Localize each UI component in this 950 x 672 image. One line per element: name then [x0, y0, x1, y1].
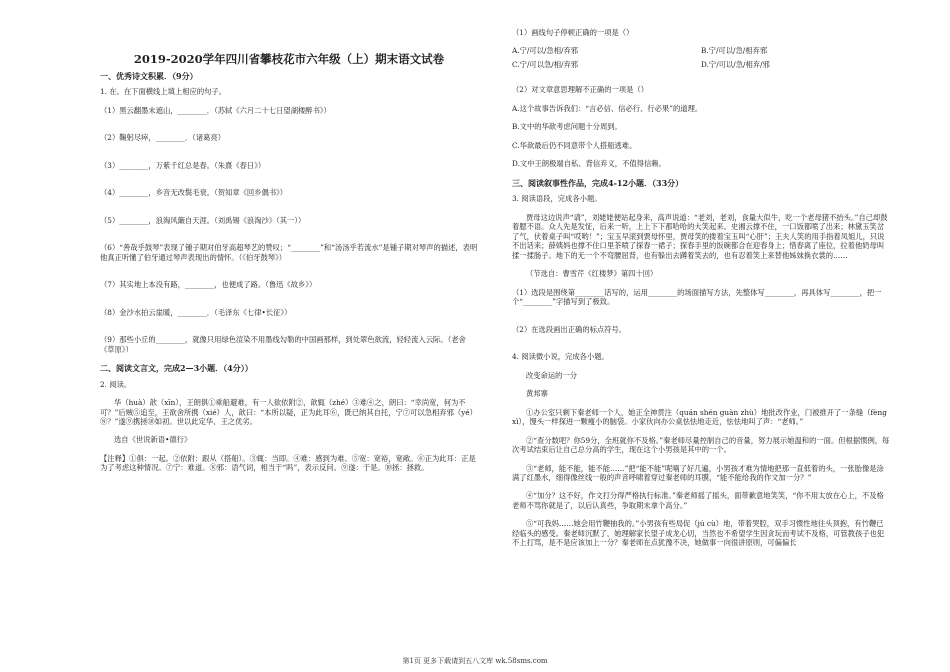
section-1-heading: 一、优秀诗文积累．（9分）	[100, 70, 198, 81]
story-paragraph: ⑤“可我妈……她会用竹鞭抽我的。”小男孩有些局促（jú cù）地，带着哭腔，双手习惯性地往头顶抱，有竹鞭已经临头的感受。秦老师沉默了，她理解家长望子成龙心切，当然也不希望学生因贪玩而考试不及格，可管教孩子也犯不上打骂，是不是应该加上一分？秦老师在点犹豫不决，她做事一向很讲原则，可偏偏长	[512, 519, 885, 548]
q3-2-prompt: （2）在选段画出正确的标点符号。	[512, 324, 627, 334]
q3-1-prompt: （1）选段是围绕第________话写的，运用________的场面描写方法，先整体写________，再具体写________，把一个“________”字描写到了极致。	[512, 287, 882, 307]
story-paragraph: ③“老师，能不能，能不能……”把“能不能”呢喃了好几遍，小男孩才难为情地把那一直低着的头，一张胎像是涂满了红墨水，细得像丝线一般的声音呼啸着穿过秦老师的耳膜，“能不能给我的作文加一分？”	[512, 463, 884, 482]
option-a: A.这个故事告诉我们：“言必信、信必行、行必果”的道理。	[512, 103, 703, 113]
q2-2-prompt: （2）对文章意思理解不正确的一项是（）	[512, 85, 648, 95]
story-paragraph: ②“查分数吧？你59分，全班就你不及格。”秦老师尽量控制自己的音量，努力展示她温和的一面。但根据惯例，每次考试结束后让自己总分高的学生，现在这个小男孩是其中的一个。	[512, 435, 890, 455]
option-c: C.华歆最后仍不同意带个人搭船逃难。	[512, 140, 637, 150]
classical-passage: 华（huà）歆（xīn），王朗俱①乘船避难，有一人欲依附②，歆辄（zhé）③难④之，朗曰：“幸尚宽，何为不可？”后贼⑤追至，王欲舍所携（xié）人，歆曰：“本所以疑，正为此耳⑥，既已纳其自托，宁⑦可以急相弃邪（yé）⑧？”遂⑨携拯⑩如初。世以此定华、王之优劣。	[100, 398, 477, 426]
option-c: C.宁/可以急/相/弃邪	[512, 59, 579, 69]
q2-1-prompt: （1）画线句子停顿正确的一项是（）	[512, 28, 634, 37]
passage-notes: 【注释】①俱：一起。②依附：跟从（搭船）。③辄：当即。④难：感到为难。⑤宽：宽裕，宽敞。⑥正为此耳：正是为了考虑这种情况。⑦宁：难道。⑧邪：语气词，相当于“吗”，表示反问。⑨遂：于是。⑩拯：拯救。	[100, 453, 476, 473]
option-b: B.宁/可以/急/相弃邪	[701, 46, 768, 56]
section-3-heading: 三、阅读叙事性作品，完成4-12小题．（33分）	[512, 177, 684, 188]
q1-item: （3）________，万紫千红总是春。（朱熹《春日》）	[100, 160, 266, 170]
story-author: 黄邦寨	[526, 389, 548, 399]
question-2-prompt: 2. 阅读。	[100, 379, 132, 389]
reading-passage: 贾母这边说声“请”，刘姥姥便站起身来，高声说道：“老刘，老刘，食量大似牛，吃一个老母猪不抬头。”自己却鼓着腮不语。众人先是发怔，后来一听，上上下下都哈哈的大笑起来。史湘云撑不住，一口饭都喷了出来；林黛玉笑岔了气，伏着桌子叫“哎哟！”；宝玉早滚到贾母怀里，贾母笑的搂着宝玉叫“心肝”；王夫人笑的用手指着凤姐儿，只说不出话来；薛姨妈也撑不住口里茶喷了探春一裙子；探春手里的饭碗都合在迎春身上；惜春离了座位，拉着他奶母叫揉一揉肠子。地下的无一个不弯腰屈背，也有躲出去蹲着笑去的，也有忍着笑上来替他姊妹换衣裳的……	[512, 212, 888, 260]
question-4-prompt: 4. 阅读微小说，完成各小题。	[512, 352, 609, 362]
option-d: D.宁/可以/急/相弃/邪	[701, 59, 770, 69]
option-a: A.宁/可以/急相/弃邪	[512, 46, 579, 56]
option-d: D.文中王朗极端自私、背信弃义，不值得信赖。	[512, 159, 666, 169]
story-paragraph: ①办公室只剩下秦老师一个人，她正全神贯注（quán shén guàn zhù）地批改作业，门被推开了一条缝（fèng xì），馒头一样探进一颗瘦小的脑袋。小家伙向办公桌怯怯地走近，怯怯地叫了声：“老师。”	[512, 407, 887, 427]
q1-item: （9）那些小丘的________，就像只用绿色渲染不用墨线勾勒的中国画那样，到处翠色欲流，轻轻流入云际。（老舍《草原》）	[100, 335, 466, 354]
right-column	[512, 28, 890, 557]
q1-item: （8）金沙水拍云崖暖，________．（毛泽东《七律•长征》）	[100, 307, 292, 317]
q2-1-options	[512, 46, 890, 69]
q1-item: （1）黑云翻墨未遮山，________．（苏轼《六月二十七日望湖楼醉书》）	[100, 105, 331, 115]
left-column	[100, 28, 478, 482]
question-3-prompt: 3. 阅读语段，完成各小题。	[512, 194, 602, 204]
passage-source: （节选自：曹雪芹《红楼梦》第四十回）	[526, 269, 658, 279]
q1-item: （7）其实地上本没有路，________，也便成了路。（鲁迅《故乡》）	[100, 280, 317, 290]
q1-item: （4）________，乡音无改鬓毛衰。（贺知章《回乡偶书》）	[100, 188, 288, 198]
exam-title: 2019-2020学年四川省攀枝花市六年级（上）期末语文试卷	[133, 52, 445, 66]
option-b: B.文中的华歆考虑问题十分周到。	[512, 122, 622, 132]
q1-item: （2）鞠躬尽瘁，________．（诸葛亮）	[100, 133, 226, 143]
story-paragraph: ④“加分？这不好，作文打分得严格执行标准。”秦老师摇了摇头，面带歉意地笑笑，“你不用太放在心上，不及格老师不骂你就是了，以后认真些，争取期末拿个高分。”	[512, 491, 884, 510]
story-title: 改变命运的一分	[526, 370, 578, 380]
question-1-prompt: 1. 在。在下面横线上填上相应的句子。	[100, 87, 227, 97]
section-2-heading: 二、阅读文言文，完成2—3小题．（4分））	[100, 363, 253, 374]
q1-item: （5）________，浪淘风簸自天涯。（刘禹锡《浪淘沙》（其一））	[100, 215, 306, 225]
passage-source: 选自《世说新语•德行》	[114, 435, 192, 445]
q1-item: （6）“善哉乎鼓琴”表现了锺子期对伯牙高超琴艺的赞叹；“________”和“汤汤乎若流水”是锺子期对琴声的描述，表明他真正听懂了伯牙通过琴声表现出的情怀。（《伯牙鼓琴》）	[100, 243, 478, 262]
page-footer: 第1页 更多下载请到五八文库 wk.58sms.com	[402, 657, 548, 665]
